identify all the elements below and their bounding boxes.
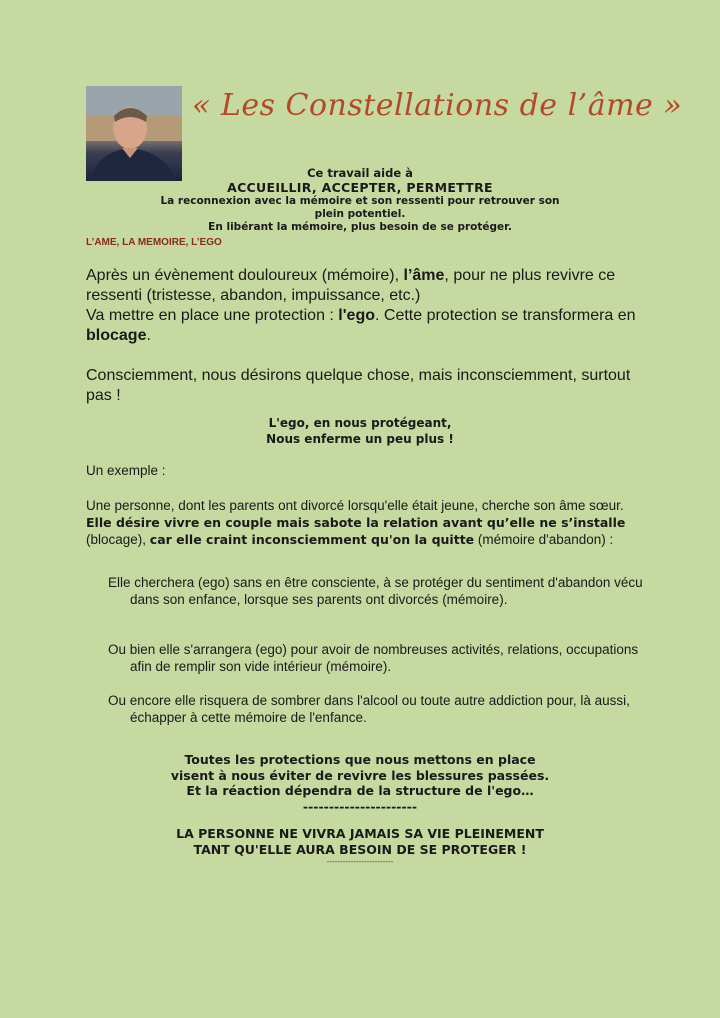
quote-line-1: L'ego, en nous protégeant, [268, 416, 452, 430]
closing-line-2: visent à nous éviter de revivre les blessures passées. [170, 767, 550, 783]
final-line-2: TANT QU'ELLE AURA BESOIN DE SE PROTEGER ! [193, 841, 527, 857]
closing-line-1: Toutes les protections que nous mettons en place [184, 752, 536, 767]
text-run: Une personne, dont les parents ont divorcé lorsqu'elle était jeune, cherche son âme sœur. [86, 498, 624, 513]
text-run: , pour ne plus revivre ce ressenti (tristesse, abandon, impuissance, etc.) [86, 267, 616, 304]
final-divider: ------------------------- [326, 857, 394, 866]
intro-line-3: La reconnexion avec la mémoire et son ressenti pour retrouver son plein potentiel. [160, 195, 560, 220]
example-story [86, 497, 646, 548]
example-label: Un exemple : [86, 463, 166, 478]
intro-line-4: En libérant la mémoire, plus besoin de se protéger. [208, 221, 512, 233]
paragraph-1 [86, 266, 646, 346]
text-run: (mémoire d'abandon) : [474, 532, 614, 547]
text-run-bold: l’âme [403, 267, 445, 284]
quote-block [150, 415, 570, 447]
text-run-bold: car elle craint inconsciemment qu'on la quitte [149, 532, 475, 547]
closing-block [150, 752, 570, 814]
text-run: . Cette protection se transformera en [375, 307, 636, 324]
text-run-bold: Elle désire vivre en couple mais sabote la relation avant qu’elle ne s’installe [86, 515, 626, 530]
text-run-bold: blocage [86, 327, 147, 344]
quote-line-2: Nous enferme un peu plus ! [266, 432, 454, 446]
intro-line-2: ACCUEILLIR, ACCEPTER, PERMETTRE [227, 180, 493, 195]
text-run: . [146, 327, 151, 344]
text-run: Après un évènement douloureux (mémoire), [86, 267, 404, 284]
page-title: « Les Constellations de l’âme » [192, 88, 683, 123]
example-point-3: Ou encore elle risquera de sombrer dans l'alcool ou toute autre addiction pour, là aussi, échapper à cette mémoire de l'enfance. [108, 693, 630, 725]
final-statement [150, 826, 570, 857]
intro-line-1: Ce travail aide à [307, 166, 413, 180]
example-point-2: Ou bien elle s'arrangera (ego) pour avoir de nombreuses activités, relations, occupations afin de remplir son vide intérieur (mémoire). [108, 642, 639, 674]
text-run: (blocage), [86, 532, 150, 547]
section-title: L’AME, LA MEMOIRE, L’EGO [86, 237, 222, 248]
closing-line-3: Et la réaction dépendra de la structure de l'ego… [186, 783, 534, 798]
final-line-1: LA PERSONNE NE VIVRA JAMAIS SA VIE PLEINEMENT [176, 826, 544, 841]
text-run: Va mettre en place une protection : [86, 307, 339, 324]
closing-divider: ---------------------- [302, 798, 418, 814]
text-run-bold: l'ego [338, 307, 375, 324]
intro-block [150, 166, 570, 234]
example-point-1: Elle cherchera (ego) sans en être consciente, à se protéger du sentiment d'abandon vécu dans son enfance, lorsque ses parents ont divorcés (mémoire). [108, 575, 643, 607]
paragraph-2: Consciemment, nous désirons quelque chose, mais inconsciemment, surtout pas ! [86, 367, 631, 404]
